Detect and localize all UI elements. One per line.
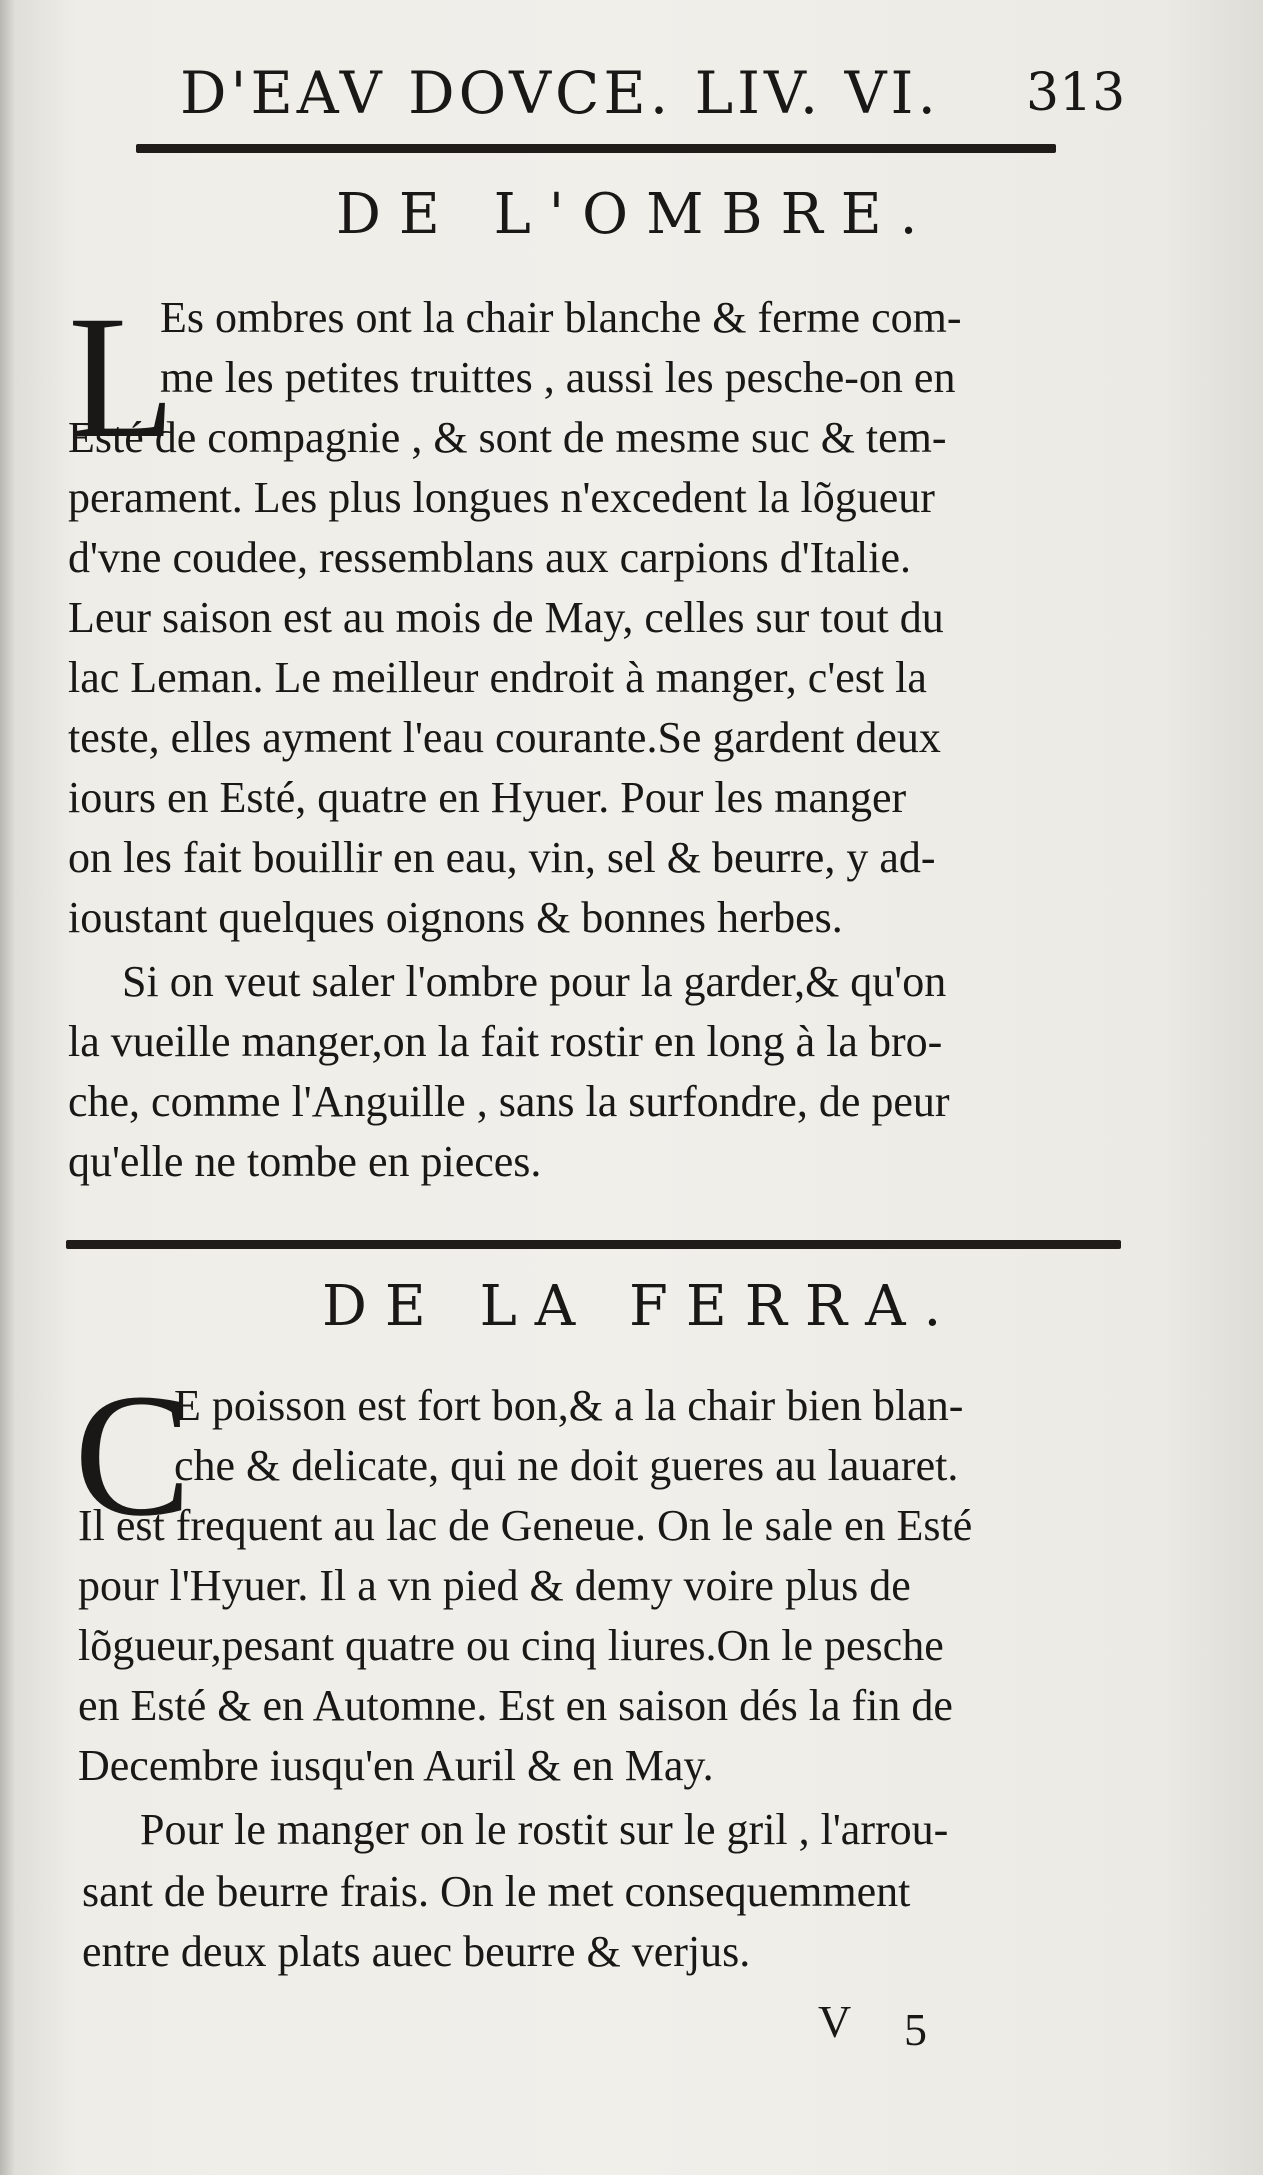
text-line: Es ombres ont la chair blanche & ferme com- <box>160 293 962 342</box>
page-number: 313 <box>1026 63 1126 123</box>
text-line: en Esté & en Automne. Est en saison dés la fin de <box>78 1681 953 1730</box>
text-line: Si on veut saler l'ombre pour la garder,& qu'on <box>122 957 947 1006</box>
text-line: qu'elle ne tombe en pieces. <box>68 1137 542 1186</box>
drop-cap-l: L <box>68 280 176 475</box>
text-line: ioustant quelques oignons & bonnes herbes. <box>68 893 843 942</box>
page-gutter-shadow <box>0 0 14 2175</box>
text-line: Leur saison est au mois de May, celles sur tout du <box>68 593 944 642</box>
text-line: E poisson est fort bon,& a la chair bien blan- <box>174 1381 964 1430</box>
section-divider-rule <box>66 1240 1121 1249</box>
text-line: che, comme l'Anguille , sans la surfondre, de peur <box>68 1077 950 1126</box>
text-line: sant de beurre frais. On le met consequemment <box>82 1867 911 1916</box>
text-line: pour l'Hyuer. Il a vn pied & demy voire plus de <box>78 1561 911 1610</box>
header-rule <box>136 144 1056 153</box>
text-line: on les fait bouillir en eau, vin, sel & beurre, y ad- <box>68 833 936 882</box>
text-line: lac Leman. Le meilleur endroit à manger, c'est la <box>68 653 927 702</box>
text-line: Decembre iusqu'en Auril & en May. <box>78 1741 714 1790</box>
text-line: teste, elles ayment l'eau courante.Se gardent deux <box>68 713 941 762</box>
drop-cap-c: C <box>74 1358 192 1553</box>
signature-mark-5: 5 <box>904 2004 927 2055</box>
text-line: perament. Les plus longues n'excedent la lõgueur <box>68 473 935 522</box>
section-heading-ombre: DE L'OMBRE. <box>336 182 936 247</box>
text-line: Il est frequent au lac de Geneue. On le sale en Esté <box>78 1501 973 1550</box>
section-heading-ferra: DE LA FERRA. <box>322 1274 960 1339</box>
text-line: Pour le manger on le rostit sur le gril , l'arrou- <box>140 1805 949 1854</box>
signature-mark-v: V <box>818 1996 852 2047</box>
running-head: D'EAV DOVCE. LIV. VI. <box>180 59 940 127</box>
text-line: che & delicate, qui ne doit gueres au lauaret. <box>174 1441 959 1490</box>
text-line: Esté de compagnie , & sont de mesme suc & tem- <box>68 413 947 462</box>
text-line: iours en Esté, quatre en Hyuer. Pour les manger <box>68 773 907 822</box>
text-line: lõgueur,pesant quatre ou cinq liures.On le pesche <box>78 1621 944 1670</box>
text-line: entre deux plats auec beurre & verjus. <box>82 1927 751 1976</box>
text-line: d'vne coudee, ressemblans aux carpions d'Italie. <box>68 533 912 582</box>
text-line: la vueille manger,on la fait rostir en long à la bro- <box>68 1017 943 1066</box>
text-line: me les petites truittes , aussi les pesche-on en <box>160 353 956 402</box>
